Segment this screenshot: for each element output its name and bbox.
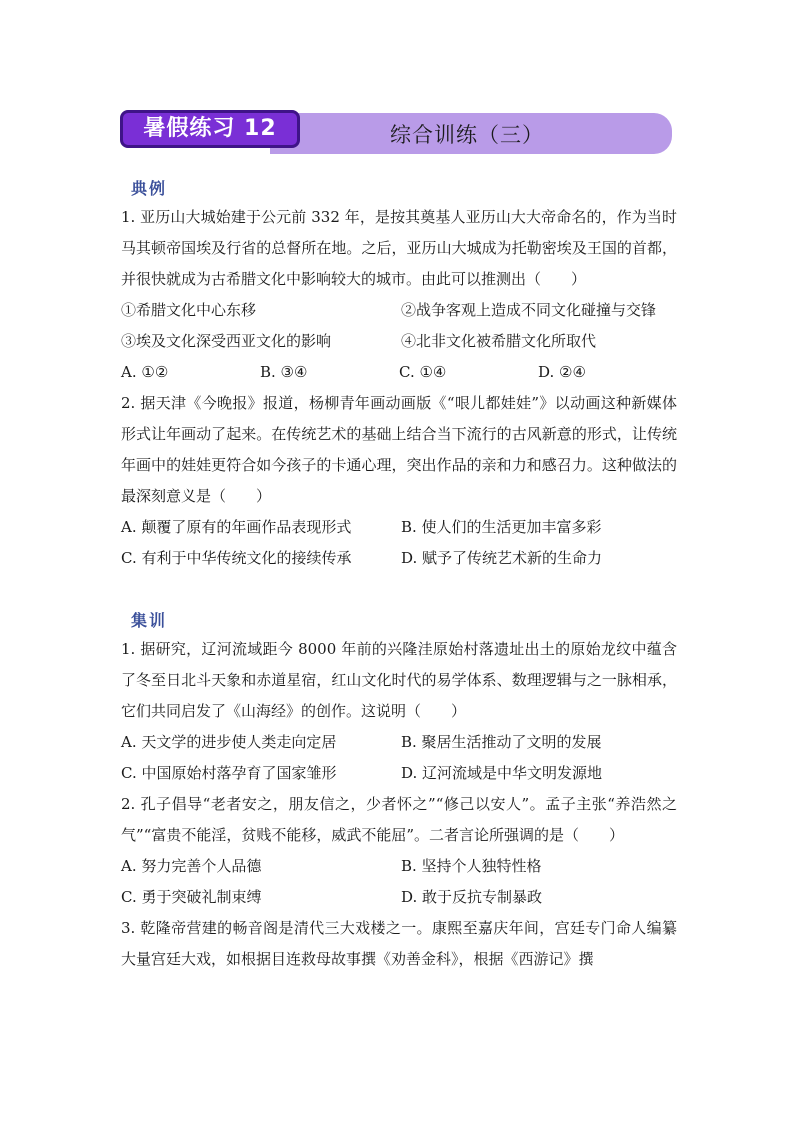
section-gap [121, 574, 677, 608]
answer-option: B. ③④ [260, 363, 308, 381]
question-stem: 2. 据天津《今晚报》报道，杨柳青年画动画版《“哏儿都娃娃”》以动画这种新媒体形式让年画动了起来。在传统艺术的基础上结合当下流行的古风新意的形式，让传统年画中的娃娃更符合如今孩子的卡通心理，突出作品的亲和力和感召力。这种做法的最深刻意义是（ ） [121, 394, 677, 505]
statement-item: ②战争客观上造成不同文化碰撞与交锋 [401, 301, 657, 319]
answer-option: C. 勇于突破礼制束缚 [121, 888, 262, 906]
option-row [121, 512, 677, 543]
answer-option: D. 赋予了传统艺术新的生命力 [401, 549, 603, 567]
page-title: 综合训练（三） [390, 123, 544, 147]
section-heading-examples: 典例 [131, 179, 168, 198]
exercise-tag: 暑假练习 12 [120, 110, 300, 148]
answer-option: A. ①② [121, 363, 169, 381]
document-body [121, 176, 677, 975]
option-row [121, 357, 677, 388]
statement-row [121, 295, 677, 326]
option-row [121, 727, 677, 758]
section-heading-practice: 集训 [131, 611, 168, 630]
answer-option: B. 聚居生活推动了文明的发展 [401, 733, 602, 751]
statement-row [121, 326, 677, 357]
answer-option: A. 天文学的进步使人类走向定居 [121, 733, 337, 751]
answer-option: C. ①④ [399, 363, 447, 381]
answer-option: D. 敢于反抗专制暴政 [401, 888, 543, 906]
answer-option: C. 有利于中华传统文化的接续传承 [121, 549, 352, 567]
header-banner [120, 110, 672, 156]
answer-option: C. 中国原始村落孕育了国家雏形 [121, 764, 337, 782]
answer-option: D. ②④ [538, 363, 586, 381]
answer-option: B. 坚持个人独特性格 [401, 857, 542, 875]
answer-option: B. 使人们的生活更加丰富多彩 [401, 518, 602, 536]
question-stem: 3. 乾隆帝营建的畅音阁是清代三大戏楼之一。康熙至嘉庆年间，宫廷专门命人编纂大量宫廷大戏，如根据目连救母故事撰《劝善金科》，根据《西游记》撰 [121, 919, 677, 968]
question-stem: 2. 孔子倡导“老者安之，朋友信之，少者怀之”“修己以安人”。孟子主张“养浩然之气”“富贵不能淫，贫贱不能移，威武不能屈”。二者言论所强调的是（ ） [121, 795, 677, 844]
question-stem: 1. 亚历山大城始建于公元前 332 年，是按其奠基人亚历山大大帝命名的，作为当时马其顿帝国埃及行省的总督所在地。之后，亚历山大城成为托勒密埃及王国的首都，并很快就成为古希腊文化中影响较大的城市。由此可以推测出（ ） [121, 208, 677, 288]
answer-option: A. 努力完善个人品德 [121, 857, 262, 875]
answer-option: D. 辽河流域是中华文明发源地 [401, 764, 603, 782]
option-row [121, 882, 677, 913]
answer-option: A. 颠覆了原有的年画作品表现形式 [121, 518, 352, 536]
option-row [121, 851, 677, 882]
option-row [121, 543, 677, 574]
statement-item: ④北非文化被希腊文化所取代 [401, 332, 597, 350]
option-row [121, 758, 677, 789]
question-stem: 1. 据研究，辽河流域距今 8000 年前的兴隆洼原始村落遗址出土的原始龙纹中蕴含了冬至日北斗天象和赤道星宿，红山文化时代的易学体系、数理逻辑与之一脉相承，它们共同启发了《山海经》的创作。这说明（ ） [121, 640, 677, 720]
statement-item: ①希腊文化中心东移 [121, 301, 257, 319]
statement-item: ③埃及文化深受西亚文化的影响 [121, 332, 332, 350]
